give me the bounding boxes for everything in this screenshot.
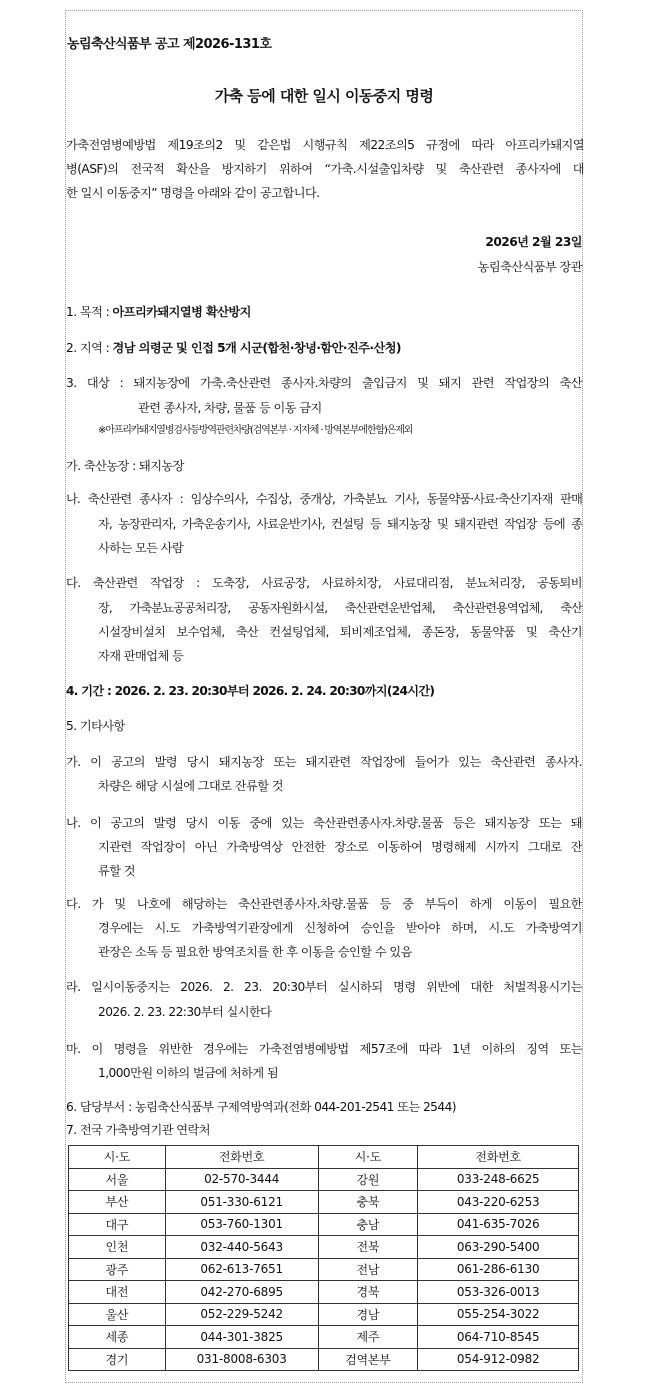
table-row (69, 1258, 579, 1281)
table-cell: 대구 (69, 1213, 166, 1236)
item-contacts-title: 7. 전국 가축방역기관 연락처 (66, 1123, 210, 1137)
table-cell: 제주 (318, 1326, 418, 1349)
sub-item-workers-line: 자, 농장관리자, 가축운송기사, 사료운반기사, 컨설팅 등 돼지농장 및 돼지관련 작업장 등에 종 (98, 517, 582, 531)
table-cell: 064-710-8545 (418, 1326, 579, 1349)
others-ga-line: 가. 이 공고의 발령 당시 돼지농장 또는 돼지관련 작업장에 들어가 있는 축산관련 종사자. (66, 755, 582, 769)
table-cell: 인천 (69, 1236, 166, 1259)
table-cell: 경북 (318, 1281, 418, 1304)
intro-line: 한 일시 이동중지” 명령을 아래와 같이 공고합니다. (66, 186, 320, 200)
sub-item-sites-line: 자재 판매업체 등 (98, 649, 184, 663)
item-contact: 6. 담당부서 : 농림축산식품부 구제역방역과(전화 044-201-2541 또는 2544) (66, 1100, 457, 1114)
others-na-line: 류할 것 (98, 864, 135, 878)
others-da-line: 경우에는 시.도 가축방역기관장에게 신청하여 승인을 받아야 하며, 시.도 가축방역기 (98, 921, 582, 935)
notice-number: 농림축산식품부 공고 제2026-131호 (67, 37, 272, 52)
item-region-value: 경남 의령군 및 인접 5개 시군(합천·창녕·함안·진주·산청) (112, 341, 401, 355)
item-period: 4. 기간 : 2026. 2. 23. 20:30부터 2026. 2. 24. 20:30까지(24시간) (66, 684, 435, 698)
item-target-line: 관련 종사자, 차량, 물품 등 이동 금지 (138, 401, 322, 415)
table-cell: 061-286-6130 (418, 1258, 579, 1281)
table-cell: 031-8008-6303 (165, 1348, 318, 1371)
others-ga-line: 차량은 해당 시설에 그대로 잔류할 것 (98, 779, 283, 793)
table-row (69, 1213, 579, 1236)
others-da-line: 관장은 소독 등 필요한 방역조치를 한 후 이동을 승인할 수 있음 (98, 945, 412, 959)
issuer: 농림축산식품부 장관 (477, 260, 582, 274)
item-region (66, 338, 401, 358)
table-cell: 대전 (69, 1281, 166, 1304)
table-cell: 042-270-6895 (165, 1281, 318, 1304)
table-cell: 광주 (69, 1258, 166, 1281)
contacts-table (68, 1145, 579, 1371)
table-cell: 충북 (318, 1191, 418, 1214)
others-ma-line: 1,000만원 이하의 벌금에 처하게 됨 (98, 1066, 279, 1080)
others-ra-line: 2026. 2. 23. 22:30부터 실시한다 (98, 1005, 272, 1019)
intro-line: 가축전염병예방법 제19조의2 및 같은법 시행규칙 제22조의5 규정에 따라 아프리카돼지열 (66, 138, 584, 152)
table-cell: 부산 (69, 1191, 166, 1214)
table-cell: 경남 (318, 1303, 418, 1326)
others-na-line: 나. 이 공고의 발령 당시 이동 중에 있는 축산관련종사자.차량.물품 등은 돼지농장 또는 돼 (66, 816, 582, 830)
notice-date: 2026년 2월 23일 (485, 235, 582, 249)
sub-item-workers-line: 나. 축산관련 종사자 : 임상수의사, 수집상, 중개상, 가축분뇨 기사, 동물약품·사료·축산기자재 판매 (66, 492, 582, 506)
item-purpose-value: 아프리카돼지열병 확산방지 (112, 305, 251, 319)
table-row (69, 1281, 579, 1304)
item-region-label: 2. 지역 : (66, 341, 113, 355)
table-cell: 충남 (318, 1213, 418, 1236)
table-cell: 062-613-7651 (165, 1258, 318, 1281)
table-cell: 055-254-3022 (418, 1303, 579, 1326)
others-ra-line: 라. 일시이동중지는 2026. 2. 23. 20:30부터 실시하되 명령 위반에 대한 처벌적용시기는 (66, 980, 582, 994)
sub-item-workers-line: 사하는 모든 사람 (98, 541, 184, 555)
item-purpose (66, 302, 251, 322)
table-cell: 054-912-0982 (418, 1348, 579, 1371)
table-cell: 053-760-1301 (165, 1213, 318, 1236)
table-header-cell: 시·도 (69, 1146, 166, 1169)
table-cell: 051-330-6121 (165, 1191, 318, 1214)
table-header-cell: 전화번호 (165, 1146, 318, 1169)
item-others-label: 5. 기타사항 (66, 719, 125, 733)
table-cell: 041-635-7026 (418, 1213, 579, 1236)
table-cell: 전남 (318, 1258, 418, 1281)
table-cell: 검역본부 (318, 1348, 418, 1371)
intro-line: 병(ASF)의 전국적 확산을 방지하기 위하여 “가축.시설출입차량 및 축산관련 종사자에 대 (66, 162, 584, 176)
table-cell: 서울 (69, 1168, 166, 1191)
table-cell: 전북 (318, 1236, 418, 1259)
table-cell: 033-248-6625 (418, 1168, 579, 1191)
table-row (69, 1326, 579, 1349)
table-header-cell: 시·도 (318, 1146, 418, 1169)
sub-item-sites-line: 다. 축산관련 작업장 : 도축장, 사료공장, 사료하치장, 사료대리점, 분뇨처리장, 공동퇴비 (66, 576, 582, 590)
others-ma-line: 마. 이 명령을 위반한 경우에는 가축전염병예방법 제57조에 따라 1년 이하의 징역 또는 (66, 1042, 582, 1056)
table-header-row (69, 1146, 579, 1169)
table-cell: 02-570-3444 (165, 1168, 318, 1191)
table-cell: 053-326-0013 (418, 1281, 579, 1304)
table-row (69, 1191, 579, 1214)
table-row (69, 1236, 579, 1259)
table-cell: 052-229-5242 (165, 1303, 318, 1326)
table-cell: 043-220-6253 (418, 1191, 579, 1214)
table-row (69, 1303, 579, 1326)
sub-item-sites-line: 시설장비설치 보수업체, 축산 컨설팅업체, 퇴비제조업체, 종돈장, 동물약품 및 축산기 (98, 625, 582, 639)
sub-item-farm: 가. 축산농장 : 돼지농장 (66, 459, 184, 473)
sub-item-sites-line: 장, 가축분뇨공공처리장, 공동자원화시설, 축산관련운반업체, 축산관련용역업체, 축산 (98, 601, 582, 615)
table-cell: 울산 (69, 1303, 166, 1326)
others-da-line: 다. 가 및 나호에 해당하는 축산관련종사자.차량.물품 등 중 부득이 하게 이동이 필요한 (66, 897, 582, 911)
table-row (69, 1168, 579, 1191)
item-target-note: ※아프리카돼지열병검사등방역관련차량(검역본부 · 지자체 · 방역본부에한함)은제외 (98, 425, 413, 436)
table-cell: 강원 (318, 1168, 418, 1191)
document-title: 가축 등에 대한 일시 이동중지 명령 (214, 87, 434, 105)
table-row (69, 1348, 579, 1371)
item-purpose-label: 1. 목적 : (66, 305, 113, 319)
item-target-line: 3. 대상 : 돼지농장에 가축.축산관련 종사자.차량의 출입금지 및 돼지 관련 작업장의 축산 (66, 376, 582, 390)
table-cell: 경기 (69, 1348, 166, 1371)
table-header-cell: 전화번호 (418, 1146, 579, 1169)
table-cell: 세종 (69, 1326, 166, 1349)
others-na-line: 지관련 작업장이 아닌 가축방역상 안전한 장소로 이동하여 명령해제 시까지 그대로 잔 (98, 840, 582, 854)
table-cell: 044-301-3825 (165, 1326, 318, 1349)
table-cell: 032-440-5643 (165, 1236, 318, 1259)
table-cell: 063-290-5400 (418, 1236, 579, 1259)
